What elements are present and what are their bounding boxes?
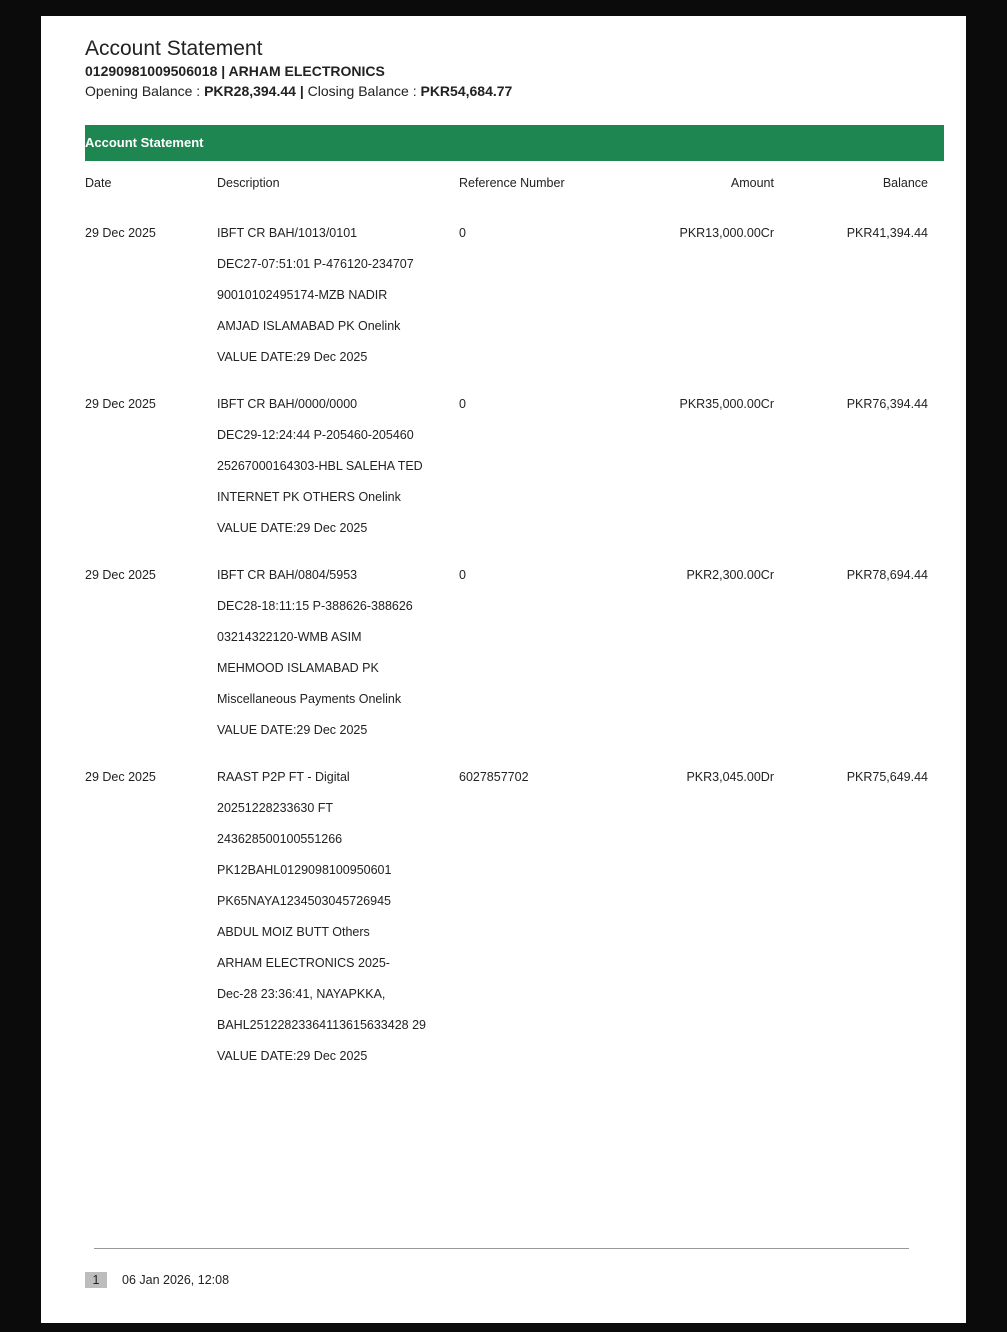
- description-line: VALUE DATE:29 Dec 2025: [217, 1049, 368, 1063]
- section-header-label: Account Statement: [85, 135, 204, 150]
- row-date: 29 Dec 2025: [85, 397, 156, 411]
- section-header-bar: [85, 125, 944, 161]
- row-amount: PKR2,300.00Cr: [686, 568, 774, 582]
- description-line: 90010102495174-MZB NADIR: [217, 288, 388, 302]
- page-footer: [85, 1272, 229, 1288]
- description-line: DEC29-12:24:44 P-205460-205460: [217, 428, 414, 442]
- row-date: 29 Dec 2025: [85, 568, 156, 582]
- opening-balance-value: PKR28,394.44: [204, 83, 296, 99]
- description-line: 03214322120-WMB ASIM: [217, 630, 362, 644]
- row-reference: 6027857702: [459, 770, 529, 784]
- description-line: AMJAD ISLAMABAD PK Onelink: [217, 319, 401, 333]
- table-row: [85, 762, 928, 1088]
- column-header-description: Description: [217, 176, 280, 190]
- description-line: PK65NAYA1234503045726945: [217, 894, 391, 908]
- table-row: [85, 560, 928, 762]
- description-line: 243628500100551266: [217, 832, 343, 846]
- column-header-date: Date: [85, 176, 112, 190]
- closing-balance-label: Closing Balance :: [307, 83, 421, 99]
- row-amount: PKR3,045.00Dr: [686, 770, 774, 784]
- row-date: 29 Dec 2025: [85, 770, 156, 784]
- row-reference: 0: [459, 397, 466, 411]
- row-description: [217, 560, 457, 746]
- row-reference: 0: [459, 226, 466, 240]
- description-line: RAAST P2P FT - Digital: [217, 770, 350, 784]
- footer-divider: [94, 1248, 909, 1249]
- row-amount: PKR13,000.00Cr: [679, 226, 774, 240]
- closing-balance-value: PKR54,684.77: [420, 83, 513, 99]
- description-line: IBFT CR BAH/0000/0000: [217, 397, 358, 411]
- column-header-balance: Balance: [882, 176, 928, 190]
- row-description: [217, 389, 457, 544]
- description-line: MEHMOOD ISLAMABAD PK: [217, 661, 379, 675]
- transactions-table: [85, 171, 928, 1088]
- row-description: [217, 218, 457, 373]
- description-line: Dec-28 23:36:41, NAYAPKKA,: [217, 987, 386, 1001]
- table-body: [85, 218, 928, 1088]
- description-line: Miscellaneous Payments Onelink: [217, 692, 402, 706]
- row-balance: PKR78,694.44: [846, 568, 928, 582]
- description-line: PK12BAHL0129098100950601: [217, 863, 392, 877]
- page-title: Account Statement: [85, 37, 263, 60]
- description-line: VALUE DATE:29 Dec 2025: [217, 350, 368, 364]
- description-line: VALUE DATE:29 Dec 2025: [217, 521, 368, 535]
- opening-balance-label: Opening Balance :: [85, 83, 205, 99]
- statement-header: [85, 36, 512, 101]
- table-row: [85, 218, 928, 389]
- description-line: INTERNET PK OTHERS Onelink: [217, 490, 401, 504]
- description-line: VALUE DATE:29 Dec 2025: [217, 723, 368, 737]
- row-amount: PKR35,000.00Cr: [679, 397, 774, 411]
- description-line: ARHAM ELECTRONICS 2025-: [217, 956, 390, 970]
- description-line: 20251228233630 FT: [217, 801, 334, 815]
- generated-timestamp: 06 Jan 2026, 12:08: [122, 1273, 230, 1287]
- balance-separator: |: [295, 83, 308, 99]
- page-number-badge: 1: [85, 1272, 107, 1288]
- account-number-and-name: 01290981009506018 | ARHAM ELECTRONICS: [85, 63, 385, 79]
- column-header-amount: Amount: [730, 176, 774, 190]
- statement-page: [41, 16, 966, 1323]
- table-row: [85, 389, 928, 560]
- row-date: 29 Dec 2025: [85, 226, 156, 240]
- description-line: ABDUL MOIZ BUTT Others: [217, 925, 370, 939]
- description-line: BAHL25122823364113615633428 29: [217, 1018, 426, 1032]
- column-header-reference: Reference Number: [459, 176, 565, 190]
- row-balance: PKR76,394.44: [846, 397, 928, 411]
- description-line: DEC28-18:11:15 P-388626-388626: [217, 599, 413, 613]
- description-line: 25267000164303-HBL SALEHA TED: [217, 459, 423, 473]
- table-header-row: [85, 171, 928, 195]
- description-line: IBFT CR BAH/0804/5953: [217, 568, 358, 582]
- description-line: DEC27-07:51:01 P-476120-234707: [217, 257, 414, 271]
- row-description: [217, 762, 457, 1072]
- description-line: IBFT CR BAH/1013/0101: [217, 226, 358, 240]
- row-balance: PKR75,649.44: [846, 770, 928, 784]
- row-reference: 0: [459, 568, 466, 582]
- balance-summary: [85, 81, 512, 101]
- row-balance: PKR41,394.44: [846, 226, 928, 240]
